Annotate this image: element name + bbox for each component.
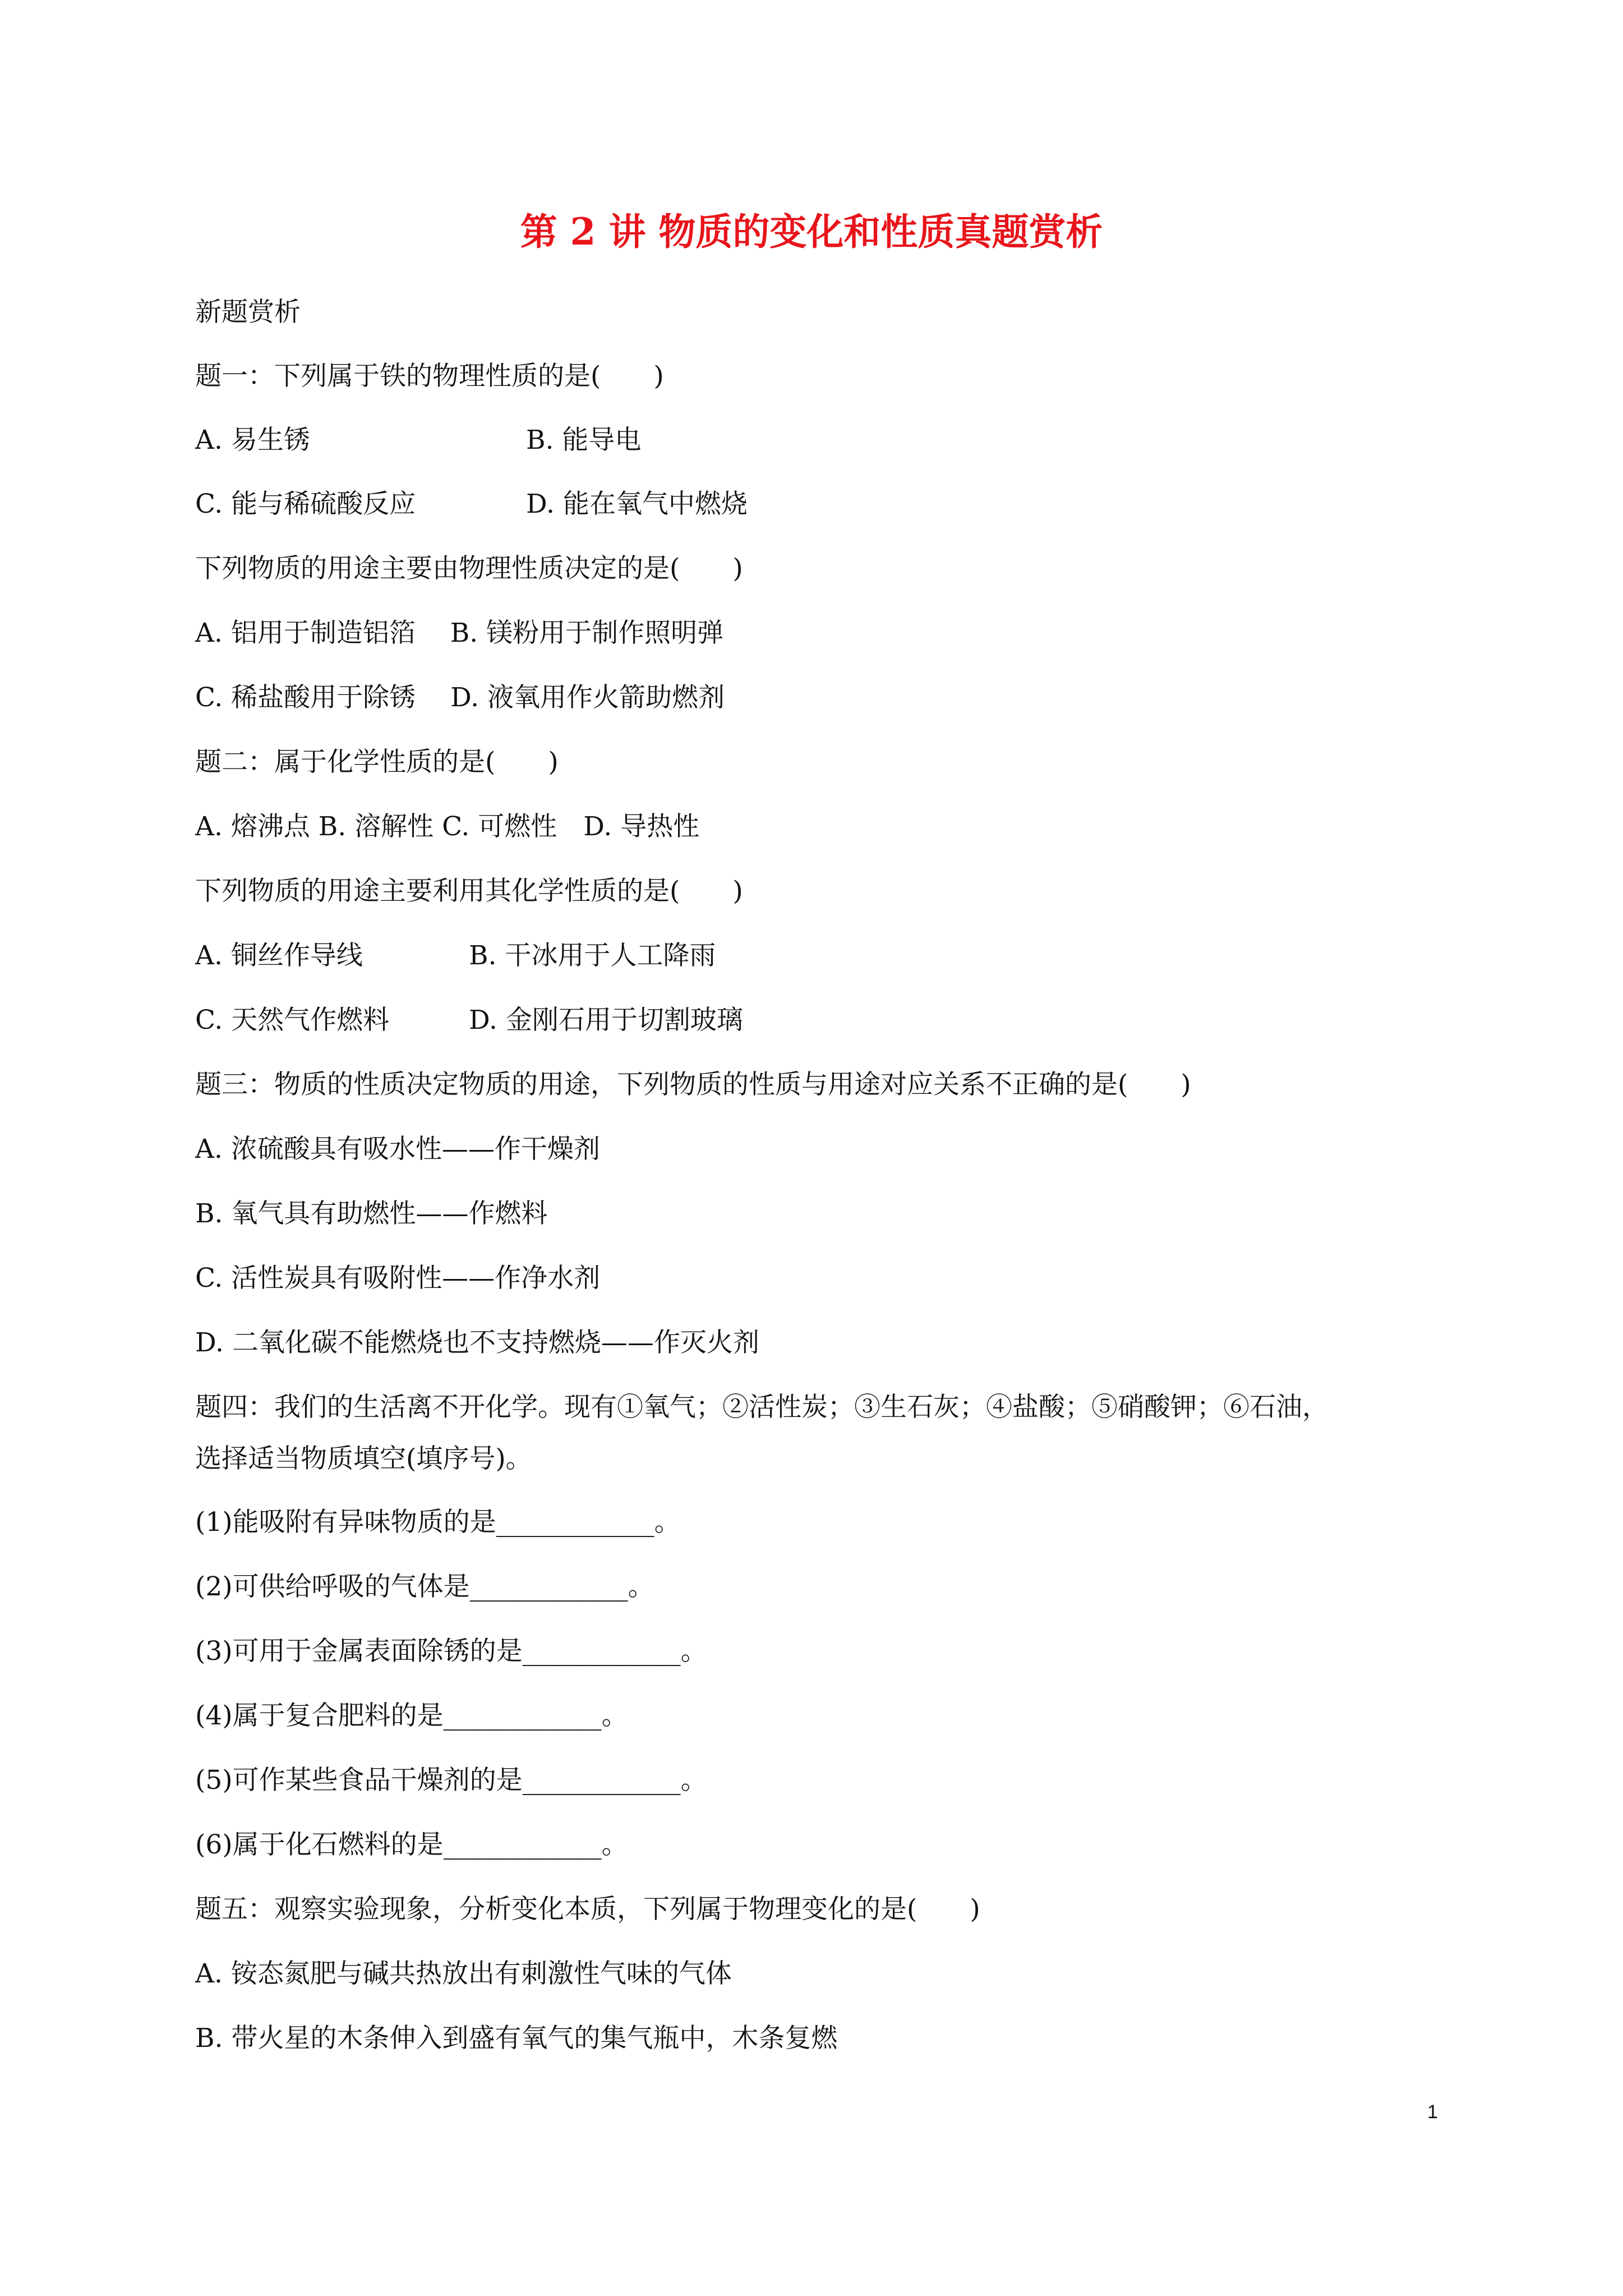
question-4-stem-line2: 选择适当物质填空(填序号)。 — [195, 1443, 532, 1474]
option-b: B. 能导电 — [526, 425, 642, 455]
question-3-option-a: A. 浓硫酸具有吸水性——作干燥剂 — [195, 1134, 600, 1165]
question-5-stem: 题五：观察实验现象，分析变化本质，下列属于物理变化的是( ) — [195, 1894, 980, 1925]
section-heading: 新题赏析 — [195, 297, 301, 328]
question-4-sub-1: (1)能吸附有异味物质的是____________。 — [195, 1507, 681, 1538]
option-d: D. 能在氧气中燃烧 — [526, 489, 748, 519]
question-4-sub-3: (3)可用于金属表面除锈的是____________。 — [195, 1636, 707, 1667]
question-5-option-a: A. 铵态氮肥与碱共热放出有刺激性气味的气体 — [195, 1958, 732, 1989]
question-4-sub-4: (4)属于复合肥料的是____________。 — [195, 1700, 628, 1731]
question-1b-options-cd: C. 稀盐酸用于除锈 D. 液氧用作火箭助燃剂 — [195, 682, 725, 713]
question-4-sub-6: (6)属于化石燃料的是____________。 — [195, 1829, 628, 1860]
option-a: A. 易生锈 — [195, 425, 310, 455]
option-a: A. 铜丝作导线 — [195, 940, 363, 971]
question-3-option-b: B. 氧气具有助燃性——作燃料 — [195, 1198, 548, 1229]
question-1-stem: 题一：下列属于铁的物理性质的是( ) — [195, 361, 664, 392]
question-4-sub-2: (2)可供给呼吸的气体是____________。 — [195, 1571, 654, 1602]
question-3-option-c: C. 活性炭具有吸附性——作净水剂 — [195, 1263, 601, 1294]
option-b: B. 干冰用于人工降雨 — [469, 940, 716, 971]
question-4-stem-line1: 题四：我们的生活离不开化学。现有①氧气；②活性炭；③生石灰；④盐酸；⑤硝酸钾；⑥石油， — [195, 1392, 1329, 1423]
page-number: 1 — [1427, 2101, 1438, 2123]
question-3-stem: 题三：物质的性质决定物质的用途，下列物质的性质与用途对应关系不正确的是( ) — [195, 1069, 1191, 1100]
question-1b-stem: 下列物质的用途主要由物理性质决定的是( ) — [195, 553, 743, 584]
page-title: 第 2 讲 物质的变化和性质真题赏析 — [520, 210, 1103, 254]
option-d: D. 金刚石用于切割玻璃 — [469, 1005, 743, 1036]
option-c: C. 天然气作燃料 — [195, 1005, 390, 1036]
question-1b-options-ab: A. 铝用于制造铝箔 B. 镁粉用于制作照明弹 — [195, 618, 724, 648]
question-2-stem: 题二：属于化学性质的是( ) — [195, 747, 559, 777]
option-c: C. 能与稀硫酸反应 — [195, 489, 416, 519]
question-3-option-d: D. 二氧化碳不能燃烧也不支持燃烧——作灭火剂 — [195, 1327, 759, 1358]
question-4-sub-5: (5)可作某些食品干燥剂的是____________。 — [195, 1765, 707, 1796]
question-2b-stem: 下列物质的用途主要利用其化学性质的是( ) — [195, 876, 743, 907]
question-5-option-b: B. 带火星的木条伸入到盛有氧气的集气瓶中，木条复燃 — [195, 2023, 838, 2054]
question-2-options: A. 熔沸点 B. 溶解性 C. 可燃性 D. 导热性 — [195, 811, 700, 842]
